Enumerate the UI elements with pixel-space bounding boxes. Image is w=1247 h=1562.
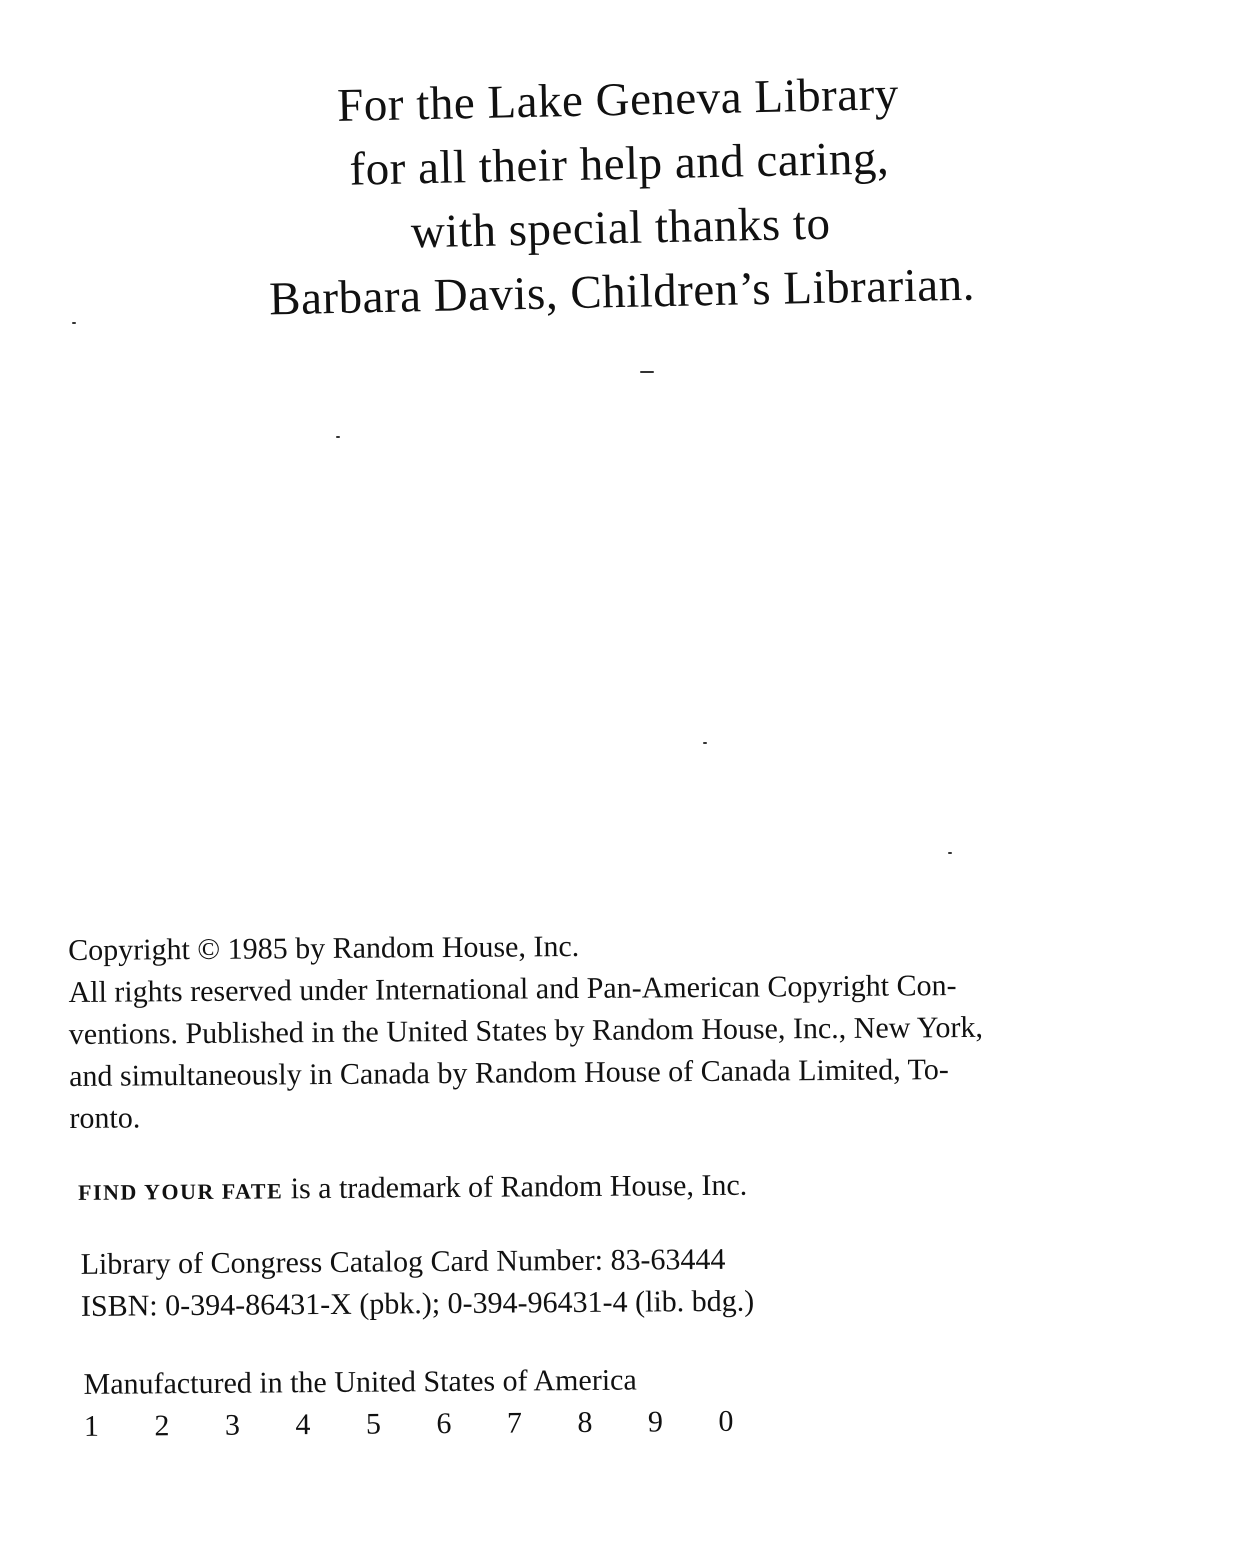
- rights-line: ronto.: [69, 1101, 141, 1135]
- copyright-block: [68, 921, 1212, 1448]
- dedication-line: Barbara Davis, Children’s Librarian.: [268, 258, 976, 326]
- scan-speck: [703, 742, 707, 744]
- dedication-line: with special thanks to: [410, 197, 831, 259]
- dedication-line: for all their help and caring,: [349, 132, 890, 196]
- copyright-notice: Copyright © 1985 by Random House, Inc.: [68, 929, 580, 967]
- trademark-statement: [70, 1161, 1210, 1214]
- lccn: Library of Congress Catalog Card Number: 83-63444: [80, 1242, 726, 1281]
- printing-line: 1 2 3 4 5 6 7 8 9 0: [83, 1404, 758, 1443]
- scan-speck: [640, 371, 654, 373]
- manufactured-in: Manufactured in the United States of America: [83, 1363, 637, 1401]
- catalog-info: [70, 1235, 1211, 1328]
- dedication: [147, 58, 1092, 334]
- rights-line: All rights reserved under International and Pan-American Copyright Con-: [68, 969, 957, 1009]
- scan-speck: [72, 322, 76, 324]
- trademark-text: is a trademark of Random House, Inc.: [283, 1168, 748, 1206]
- rights-line: ventions. Published in the United States by Random House, Inc., New York,: [68, 1010, 984, 1051]
- manufacture-info: [71, 1355, 1212, 1448]
- rights-statement: [68, 963, 1209, 1140]
- scan-speck: [336, 436, 340, 438]
- rights-line: and simultaneously in Canada by Random House of Canada Limited, To-: [69, 1053, 949, 1093]
- scan-speck: [948, 852, 952, 854]
- isbn: ISBN: 0-394-86431-X (pbk.); 0-394-96431-4 (lib. bdg.): [80, 1284, 755, 1323]
- trademark-name: FIND YOUR FATE: [77, 1178, 284, 1205]
- dedication-line: For the Lake Geneva Library: [336, 68, 900, 132]
